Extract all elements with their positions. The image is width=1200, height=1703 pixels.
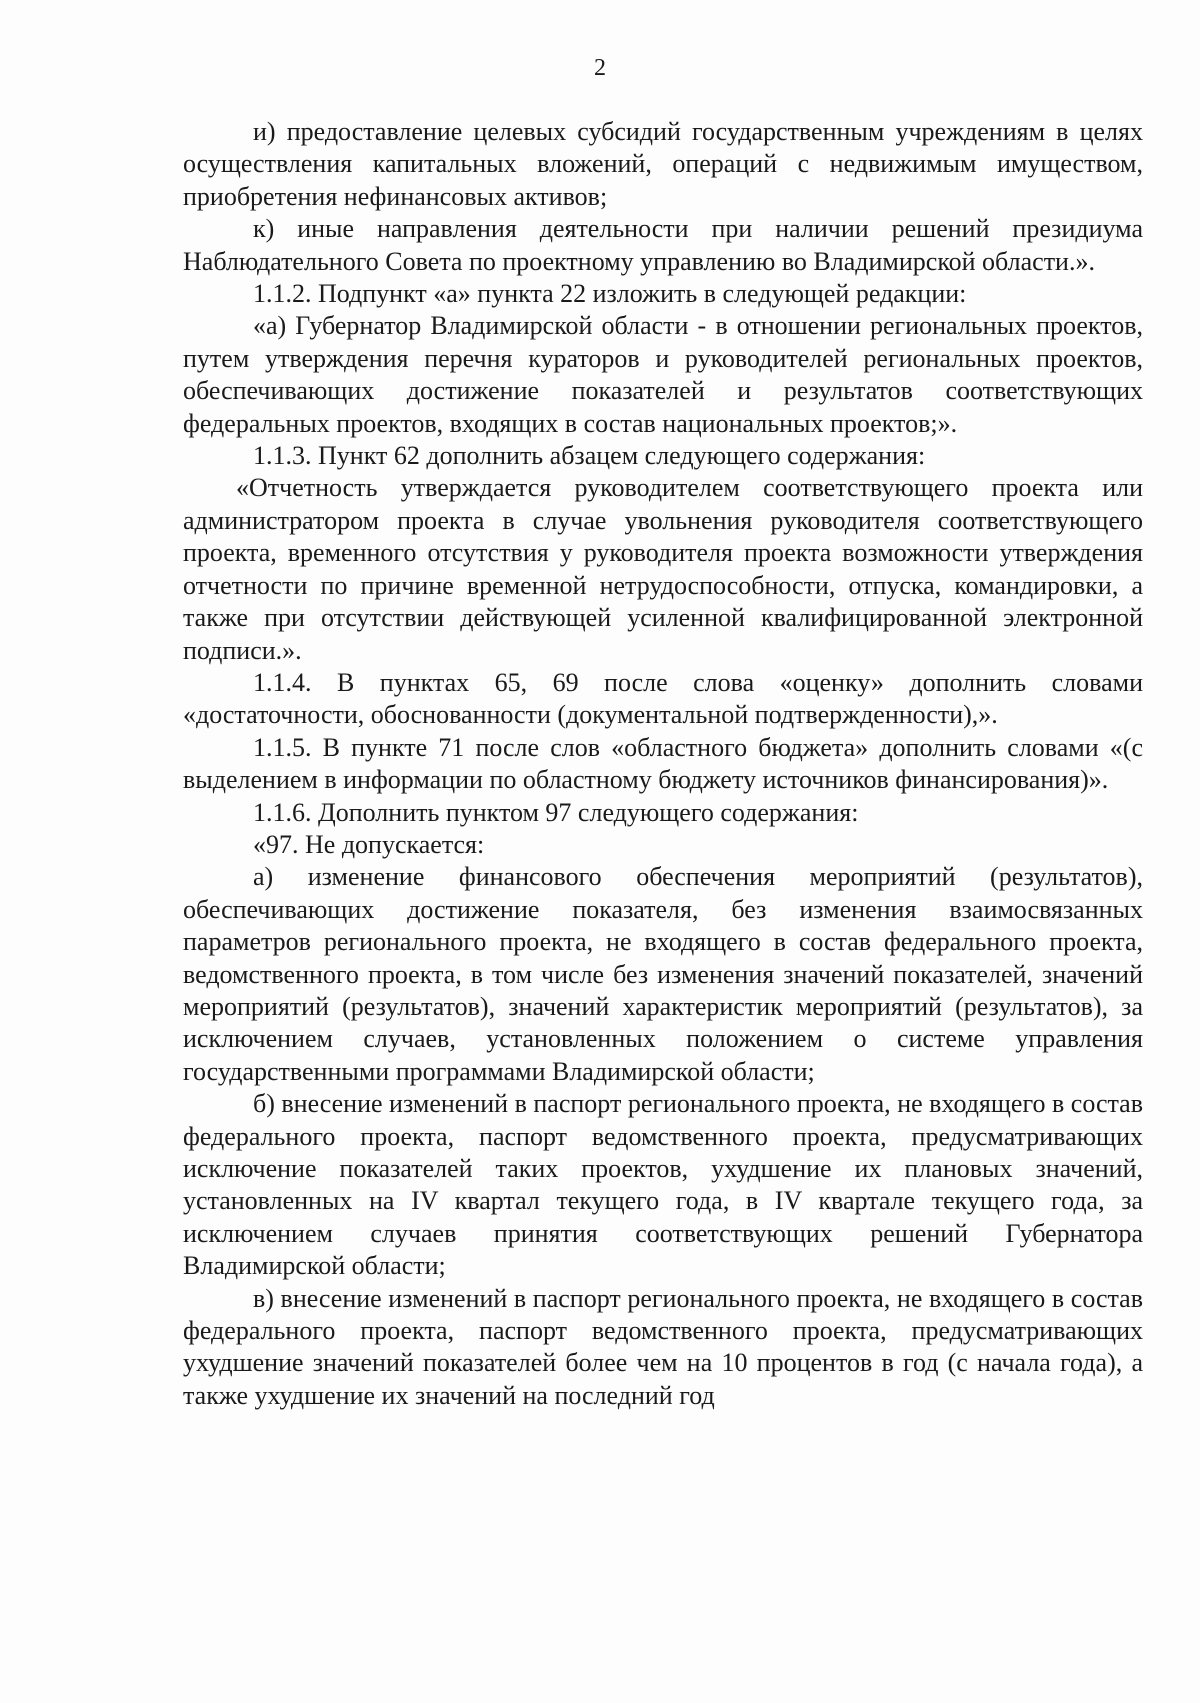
paragraph-97-heading: «97. Не допускается: bbox=[253, 829, 485, 859]
paragraph-97-b: б) внесение изменений в паспорт регионального проекта, не входящего в состав федерального проекта, паспорт ведомственного проекта, предусматривающих исключение показателей таких проектов, ухудшение их плановых значений, установленных на IV квартал текущего года, в IV квартале текущего года, за исключением случаев принятия соответствующих решений Губернатора Владимирской области; bbox=[183, 1089, 1143, 1281]
paragraph-1-1-2: 1.1.2. Подпункт «а» пункта 22 изложить в следующей редакции: bbox=[253, 279, 967, 309]
paragraph-1-1-6: 1.1.6. Дополнить пунктом 97 следующего содержания: bbox=[253, 797, 859, 827]
paragraph-97-v: в) внесение изменений в паспорт регионального проекта, не входящего в состав федерального проекта, паспорт ведомственного проекта, предусматривающих ухудшение значений показателей более чем на 10 процентов в год (с начала года), а также ухудшение их значений на последний год bbox=[183, 1283, 1143, 1410]
paragraph-1-1-3: 1.1.3. Пункт 62 дополнить абзацем следующего содержания: bbox=[253, 441, 926, 471]
page-number: 2 bbox=[594, 55, 606, 81]
paragraph-subitem-a-governor: «а) Губернатор Владимирской области - в отношении региональных проектов, путем утверждения перечня кураторов и руководителей региональных проектов, обеспечивающих достижение показателей и результатов соответствующих федеральных проектов, входящих в состав национальных проектов;». bbox=[183, 311, 1143, 438]
paragraph-item-k: к) иные направления деятельности при наличии решений президиума Наблюдательного Совета по проектному управлению во Владимирской области.». bbox=[183, 214, 1143, 276]
paragraph-1-1-4: 1.1.4. В пунктах 65, 69 после слова «оценку» дополнить словами «достаточности, обоснованности (документальной подтвержденности),». bbox=[183, 667, 1143, 730]
document-body bbox=[183, 116, 1143, 1412]
paragraph-item-i: и) предоставление целевых субсидий государственным учреждениям в целях осуществления капитальных вложений, операций с недвижимым имуществом, приобретения нефинансовых активов; bbox=[183, 117, 1143, 211]
paragraph-1-1-5: 1.1.5. В пункте 71 после слов «областного бюджета» дополнить словами «(с выделением в информации по областному бюджету источников финансирования)». bbox=[183, 732, 1143, 795]
paragraph-97-a: а) изменение финансового обеспечения мероприятий (результатов), обеспечивающих достижение показателя, без изменения взаимосвязанных параметров регионального проекта, не входящего в состав федерального проекта, ведомственного проекта, в том числе без изменения значений показателей, значений мероприятий (результатов), значений характеристик мероприятий (результатов), за исключением случаев, установленных положением о системе управления государственными программами Владимирской области; bbox=[183, 862, 1143, 1086]
paragraph-reporting-quote: «Отчетность утверждается руководителем соответствующего проекта или администратором проекта в случае увольнения руководителя соответствующего проекта, временного отсутствия у руководителя проекта возможности утверждения отчетности по причине временной нетрудоспособности, отпуска, командировки, а также при отсутствии действующей усиленной квалифицированной электронной подписи.». bbox=[183, 473, 1143, 665]
